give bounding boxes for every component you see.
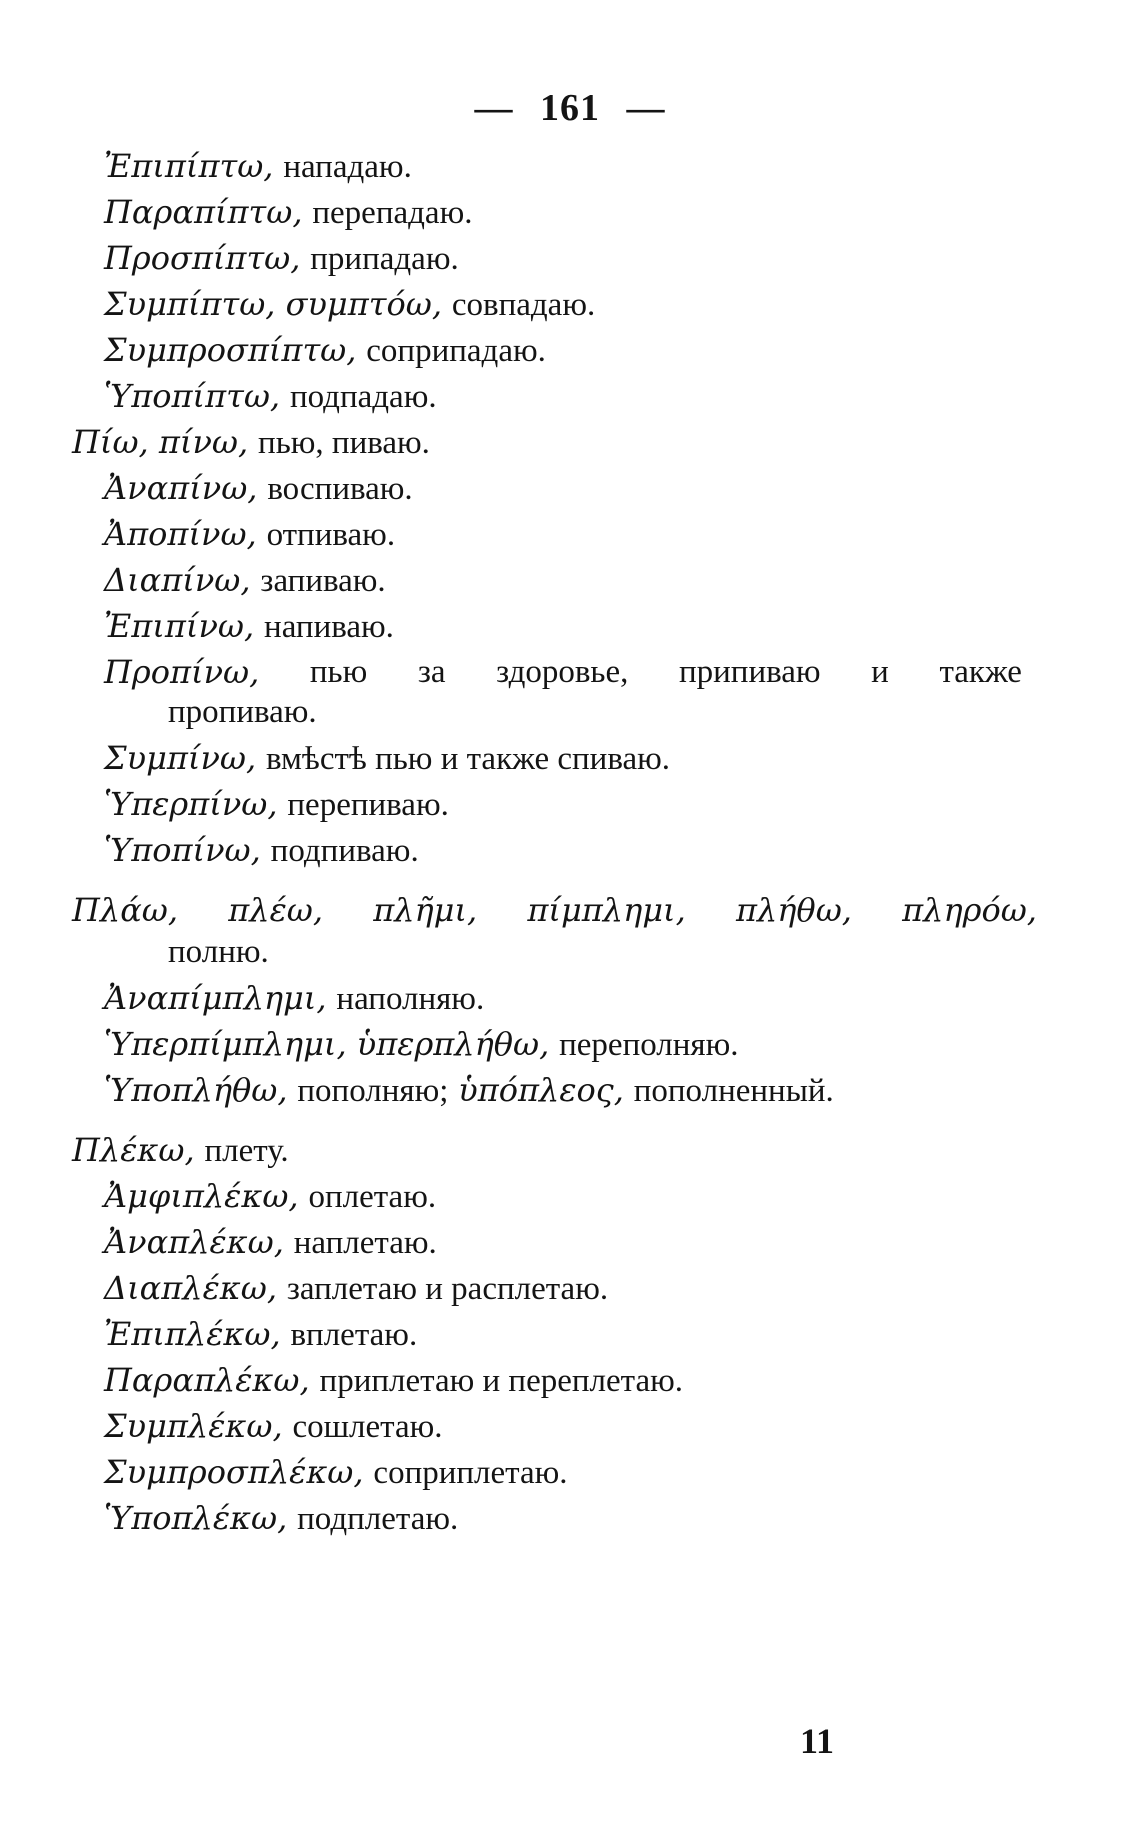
greek-word: Πλέκω, <box>72 1131 195 1169</box>
greek-word: Παραπίπτω, <box>104 193 303 231</box>
greek-word: Προπίνω, <box>104 653 260 691</box>
entry-line <box>104 1360 683 1401</box>
russian-translation: пополненный. <box>633 1073 834 1109</box>
greek-word: Ἐπιπλέκω, <box>104 1315 281 1353</box>
russian-translation: плету. <box>204 1133 289 1169</box>
russian-word: также <box>939 654 1022 690</box>
greek-word: ὑπόπλεος, <box>458 1071 624 1109</box>
greek-word: πίμπλημι, <box>527 891 686 929</box>
russian-translation: соприпадаю. <box>366 333 546 369</box>
greek-word: Ἀναπίμπλημι, <box>104 979 327 1017</box>
greek-word: πλήθω, <box>735 891 852 929</box>
entry-line <box>104 1070 834 1111</box>
russian-translation: вмѣстѣ пью и также спиваю. <box>266 741 671 777</box>
greek-word: Συμπίνω, <box>104 739 257 777</box>
greek-word: Παραπλέκω, <box>104 1361 310 1399</box>
russian-translation: вплетаю. <box>290 1317 418 1353</box>
russian-translation: сошлетаю. <box>292 1409 443 1445</box>
russian-word: здоровье, <box>496 654 629 690</box>
russian-translation: припадаю. <box>310 241 459 277</box>
russian-word: и <box>871 654 889 690</box>
page-header <box>0 86 1140 130</box>
header-dash-right: — <box>626 87 666 129</box>
entry-line <box>104 330 546 371</box>
greek-word: Ἀναπλέκω, <box>104 1223 284 1261</box>
entry-head <box>72 1130 289 1171</box>
greek-word: Διαπίνω, <box>104 561 251 599</box>
entry-line <box>104 284 595 325</box>
page-number: 161 <box>540 87 600 129</box>
greek-word: πληρόω, <box>902 891 1037 929</box>
greek-word: Ὑποπίπτω, <box>104 377 281 415</box>
entry-line <box>104 146 412 187</box>
entry-line <box>104 784 449 825</box>
russian-translation: нападаю. <box>283 149 412 185</box>
greek-word: Πλάω, <box>72 891 179 929</box>
greek-word: Διαπλέκω, <box>104 1269 277 1307</box>
greek-word: πλέω, <box>228 891 323 929</box>
russian-word: припиваю <box>678 654 821 690</box>
entry-line <box>104 1222 437 1263</box>
russian-translation: переполняю. <box>559 1027 739 1063</box>
russian-translation: подплетаю. <box>297 1501 459 1537</box>
entry-line <box>104 738 670 779</box>
greek-word: Συμπροσπίπτω, <box>104 331 357 369</box>
russian-translation: запиваю. <box>260 563 386 599</box>
russian-translation: оплетаю. <box>308 1179 437 1215</box>
greek-word: Συμπλέκω, <box>104 1407 283 1445</box>
greek-word: πλῆμι, <box>373 891 478 929</box>
entry-line <box>104 1498 458 1539</box>
entry-line <box>104 1406 443 1447</box>
entry-line <box>104 376 437 417</box>
russian-translation: совпадаю. <box>451 287 596 323</box>
greek-word: Ἐπιπίνω, <box>104 607 255 645</box>
russian-translation: перепадаю. <box>312 195 473 231</box>
greek-word: Ἀμφιπλέκω, <box>104 1177 299 1215</box>
russian-translation: воспиваю. <box>267 471 413 507</box>
entry-line <box>104 606 394 647</box>
russian-translation: перепиваю. <box>287 787 449 823</box>
entry-line <box>104 978 484 1019</box>
greek-word: Ἀναπίνω, <box>104 469 258 507</box>
continuation-line: пропиваю. <box>168 694 317 730</box>
russian-translation: напиваю. <box>264 609 394 645</box>
entry-line <box>104 830 419 871</box>
russian-translation: пью, пиваю. <box>258 425 430 461</box>
greek-word: Πίω, πίνω, <box>72 423 249 461</box>
russian-translation: приплетаю и переплетаю. <box>319 1363 684 1399</box>
entry-line <box>104 1314 417 1355</box>
greek-word: Συμπίπτω, συμπτόω, <box>104 285 442 323</box>
greek-word: Ὑπερπίνω, <box>104 785 278 823</box>
header-dash-left: — <box>474 87 514 129</box>
entry-line <box>104 468 413 509</box>
russian-translation: наполняю. <box>336 981 485 1017</box>
entry-line <box>104 1268 608 1309</box>
russian-translation: соприплетаю. <box>373 1455 568 1491</box>
entry-line <box>104 192 472 233</box>
russian-word: за <box>417 654 446 690</box>
greek-word: Προσπίπτω, <box>104 239 301 277</box>
greek-word: Ὑποπίνω, <box>104 831 261 869</box>
entry-line-justified <box>104 652 1022 692</box>
entry-line <box>104 1176 436 1217</box>
entry-line <box>104 1452 568 1493</box>
russian-translation: отпиваю. <box>266 517 396 553</box>
entry-line <box>104 560 386 601</box>
signature-mark: 11 <box>800 1721 835 1761</box>
entry-head-justified <box>72 890 1037 930</box>
greek-word: Ὑποπλήθω, <box>104 1071 288 1109</box>
russian-translation: подпадаю. <box>289 379 437 415</box>
russian-translation: пополняю; <box>297 1073 449 1109</box>
greek-word: Συμπροσπλέκω, <box>104 1453 364 1491</box>
greek-word: Ὑπερπίμπλημι, ὑπερπλήθω, <box>104 1025 550 1063</box>
entry-line <box>104 1024 739 1065</box>
greek-word: Ἐπιπίπτω, <box>104 147 274 185</box>
entry-head <box>72 422 430 463</box>
entry-line <box>104 238 459 279</box>
entry-line <box>104 514 395 555</box>
greek-word: Ἀποπίνω, <box>104 515 257 553</box>
continuation-line: полню. <box>168 934 269 970</box>
russian-translation: наплетаю. <box>293 1225 437 1261</box>
russian-word: пью <box>309 654 368 690</box>
russian-translation: заплетаю и расплетаю. <box>286 1271 609 1307</box>
greek-word: Ὑποπλέκω, <box>104 1499 288 1537</box>
russian-translation: подпиваю. <box>270 833 419 869</box>
